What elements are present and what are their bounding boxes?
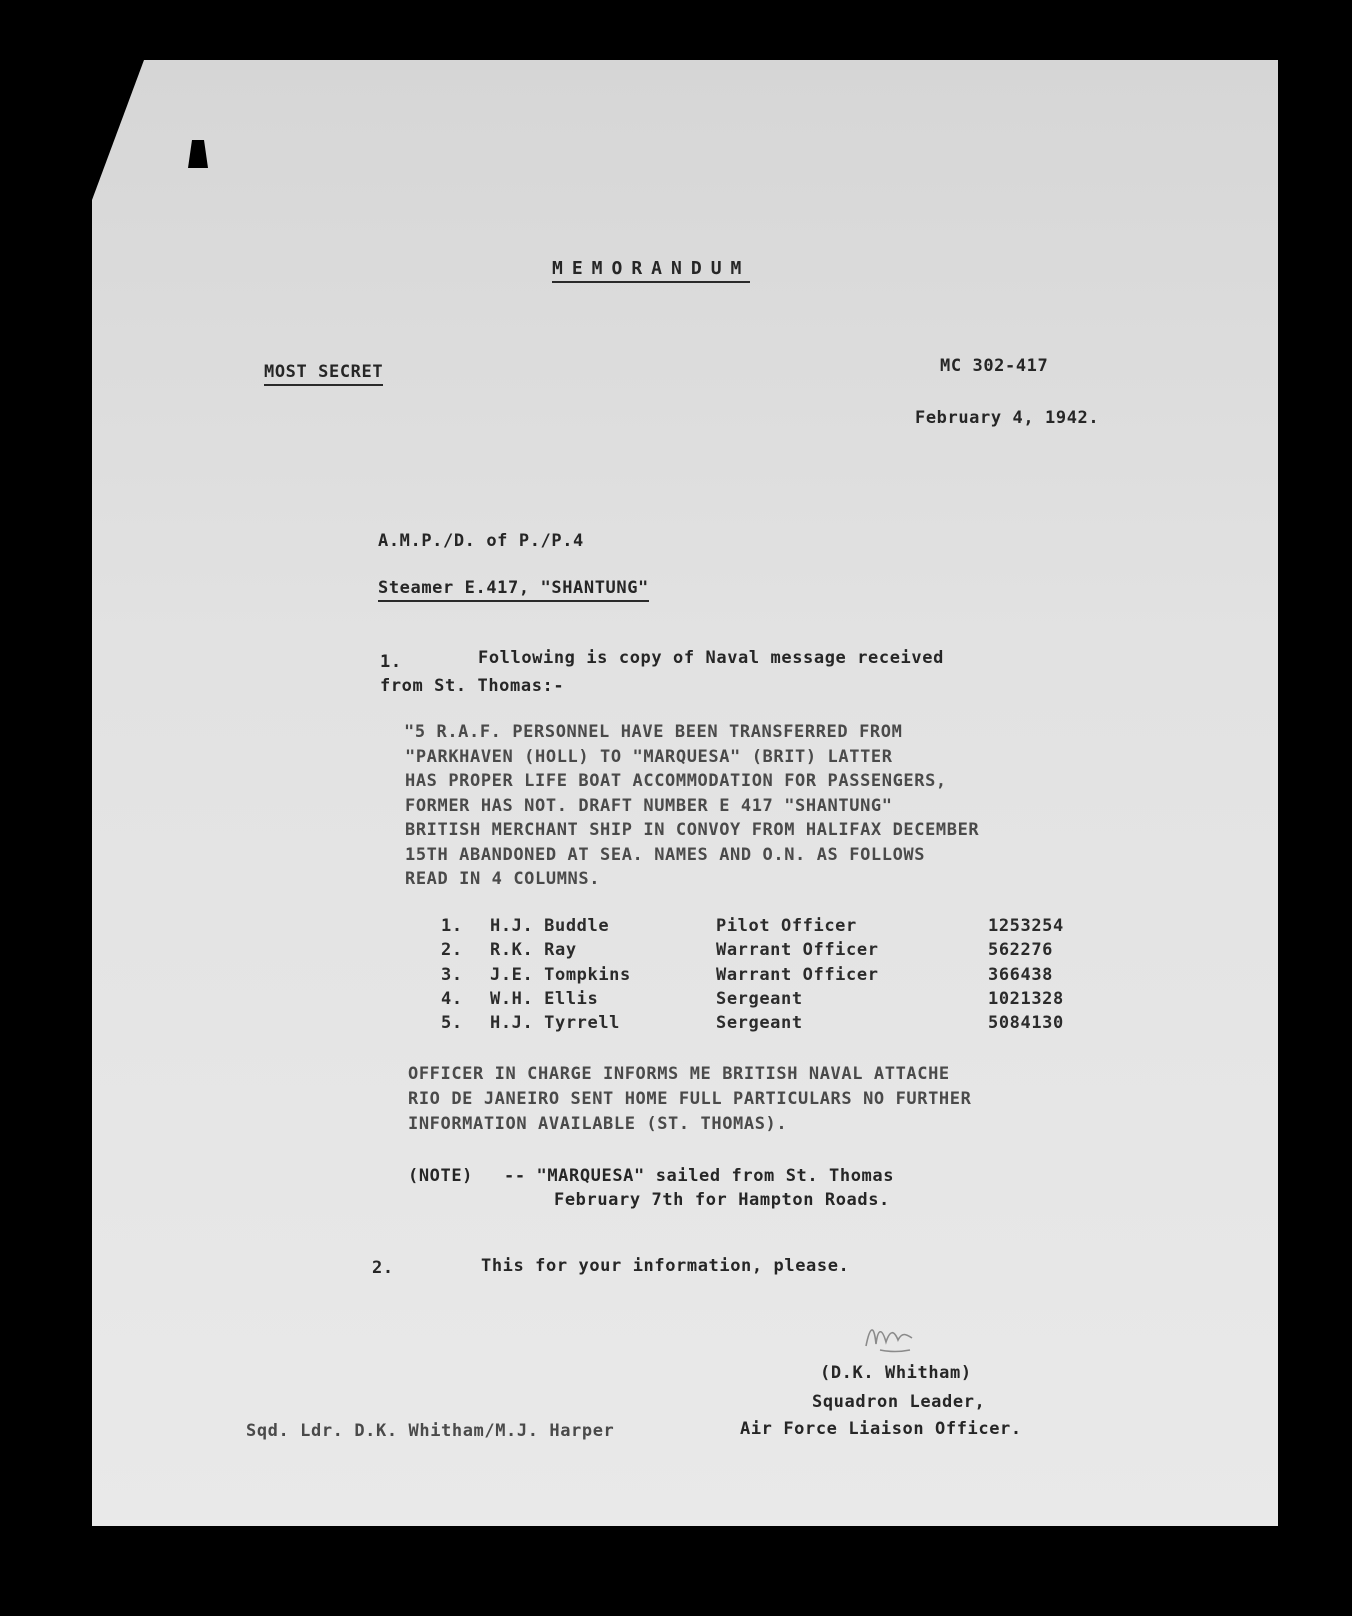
personnel-name: H.J. Buddle — [490, 916, 610, 936]
personnel-name: J.E. Tompkins — [490, 964, 631, 985]
personnel-number: 1. — [441, 916, 463, 936]
personnel-number: 3. — [441, 964, 463, 985]
personnel-rank: Sergeant — [716, 1013, 803, 1034]
personnel-rank: Pilot Officer — [716, 916, 857, 936]
message-line: HAS PROPER LIFE BOAT ACCOMMODATION FOR PASSENGERS, — [405, 771, 947, 791]
memo-date: February 4, 1942. — [915, 408, 1100, 428]
personnel-number: 5. — [441, 1013, 463, 1034]
memo-heading: MEMORANDUM — [552, 258, 750, 283]
note-label: (NOTE) — [408, 1166, 474, 1186]
closing-line: RIO DE JANEIRO SENT HOME FULL PARTICULARS NO FURTHER — [408, 1089, 972, 1109]
personnel-number: 4. — [441, 988, 463, 1009]
typist-reference: Sqd. Ldr. D.K. Whitham/M.J. Harper — [246, 1421, 615, 1441]
para1-line2: from St. Thomas:- — [380, 676, 565, 696]
personnel-number: 2. — [441, 940, 463, 961]
personnel-name: W.H. Ellis — [490, 988, 599, 1009]
personnel-rank: Sergeant — [716, 988, 803, 1009]
message-line: READ IN 4 COLUMNS. — [405, 869, 601, 889]
message-line: FORMER HAS NOT. DRAFT NUMBER E 417 "SHANTUNG" — [405, 795, 893, 816]
personnel-name: H.J. Tyrrell — [490, 1013, 621, 1034]
handwritten-initials — [860, 1316, 930, 1356]
signatory-name: (D.K. Whitham) — [820, 1363, 972, 1383]
addressee: A.M.P./D. of P./P.4 — [378, 531, 584, 551]
personnel-rank: Warrant Officer — [716, 964, 879, 985]
personnel-service-number: 5084130 — [988, 1013, 1064, 1034]
para2-number: 2. — [372, 1258, 394, 1278]
personnel-service-number: 366438 — [988, 964, 1054, 985]
note-line2: February 7th for Hampton Roads. — [554, 1190, 890, 1210]
message-line: BRITISH MERCHANT SHIP IN CONVOY FROM HALIFAX DECEMBER — [405, 820, 980, 840]
personnel-service-number: 1021328 — [988, 988, 1064, 1009]
signatory-title1: Squadron Leader, — [812, 1392, 986, 1412]
para2-text: This for your information, please. — [481, 1256, 850, 1276]
closing-line: OFFICER IN CHARGE INFORMS ME BRITISH NAVAL ATTACHE — [408, 1064, 950, 1084]
personnel-rank: Warrant Officer — [716, 940, 879, 961]
reference-number: MC 302-417 — [940, 356, 1049, 376]
message-line: "PARKHAVEN (HOLL) TO "MARQUESA" (BRIT) LATTER — [405, 746, 893, 767]
personnel-service-number: 1253254 — [988, 916, 1064, 936]
personnel-service-number: 562276 — [988, 940, 1054, 961]
signatory-title2: Air Force Liaison Officer. — [740, 1419, 1022, 1439]
subject-line: Steamer E.417, "SHANTUNG" — [378, 578, 649, 602]
message-line: "5 R.A.F. PERSONNEL HAVE BEEN TRANSFERRED FROM — [404, 722, 903, 742]
personnel-name: R.K. Ray — [490, 940, 577, 961]
closing-line: INFORMATION AVAILABLE (ST. THOMAS). — [408, 1114, 788, 1134]
classification-label: MOST SECRET — [264, 362, 383, 386]
para1-number: 1. — [380, 652, 402, 672]
para1-line1: Following is copy of Naval message received — [478, 648, 944, 668]
note-line1: -- "MARQUESA" sailed from St. Thomas — [504, 1166, 895, 1186]
message-line: 15TH ABANDONED AT SEA. NAMES AND O.N. AS FOLLOWS — [405, 844, 926, 865]
